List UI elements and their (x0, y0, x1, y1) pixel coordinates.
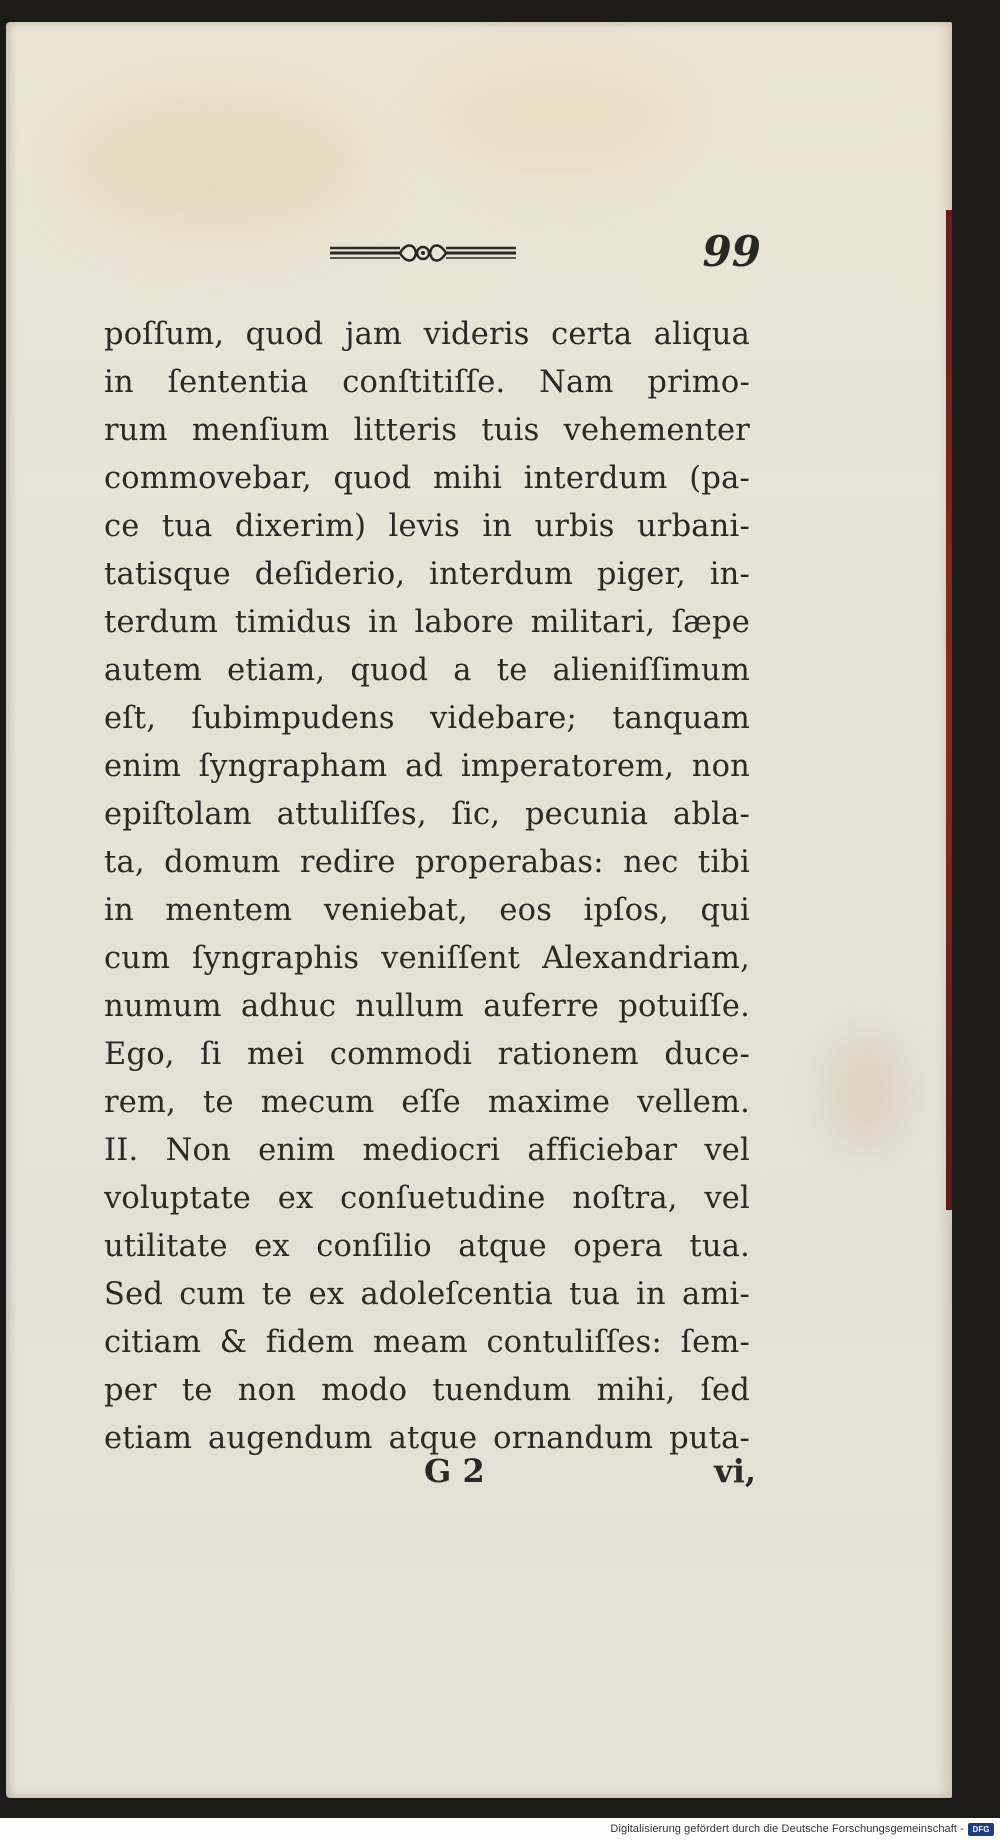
paper-stain (826, 1032, 906, 1152)
catchword: vi, (714, 1452, 756, 1490)
text-line: cum ſyngraphis veniſſent Alexandriam, (104, 941, 750, 976)
text-line: in mentem veniebat, eos ipſos, qui (104, 893, 750, 928)
text-line: terdum timidus in labore militari, ſæpe (104, 605, 750, 640)
text-line: ce tua dixerim) levis in urbis urbani- (104, 509, 750, 544)
dfg-logo-icon: DFG (968, 1823, 994, 1836)
body-text (104, 311, 750, 1463)
text-line: rum menſium litteris tuis vehementer (104, 413, 750, 448)
text-line: numum adhuc nullum auferre potuiſſe. (104, 989, 750, 1024)
page-footer (6, 1452, 952, 1502)
text-line: ta, domum redire properabas: nec tibi (104, 845, 750, 880)
text-line: eſt, ſubimpudens videbare; tanquam (104, 701, 750, 736)
signature-mark: G 2 (424, 1452, 485, 1490)
text-line: in ſententia conſtitiſſe. Nam primo- (104, 365, 750, 400)
paper-stain (66, 92, 366, 232)
text-line: Sed cum te ex adoleſcentia tua in ami- (104, 1277, 750, 1312)
headpiece-ornament-icon (328, 239, 518, 265)
text-line: autem etiam, quod a te alieniſſimum (104, 653, 750, 688)
text-line: utilitate ex conſilio atque opera tua. (104, 1229, 750, 1264)
paper-stain (426, 62, 686, 172)
running-head (6, 227, 952, 287)
text-line: commovebar, quod mihi interdum (pa- (104, 461, 750, 496)
text-line: rem, te mecum eſſe maxime vellem. (104, 1085, 750, 1120)
text-line: etiam augendum atque ornandum puta- (104, 1421, 750, 1456)
text-line: epiſtolam attuliſſes, ſic, pecunia abla- (104, 797, 750, 832)
text-line: tatisque deſiderio, interdum piger, in- (104, 557, 750, 592)
page-number: 99 (702, 227, 761, 276)
page-edge (946, 210, 952, 1210)
text-line: per te non modo tuendum mihi, ſed (104, 1373, 750, 1408)
text-line: poſſum, quod jam videris certa aliqua (104, 317, 750, 352)
text-line: Ego, ſi mei commodi rationem duce- (104, 1037, 750, 1072)
text-line: citiam & fidem meam contuliſſes: ſem- (104, 1325, 750, 1360)
digitization-credit-bar (0, 1818, 1000, 1842)
credit-text: Digitalisierung gefördert durch die Deutsche Forschungsgemeinschaft - (610, 1823, 964, 1835)
text-line: enim ſyngrapham ad imperatorem, non (104, 749, 750, 784)
book-page (6, 22, 952, 1798)
text-line: voluptate ex conſuetudine noſtra, vel (104, 1181, 750, 1216)
text-line: II. Non enim mediocri afficiebar vel (104, 1133, 750, 1168)
